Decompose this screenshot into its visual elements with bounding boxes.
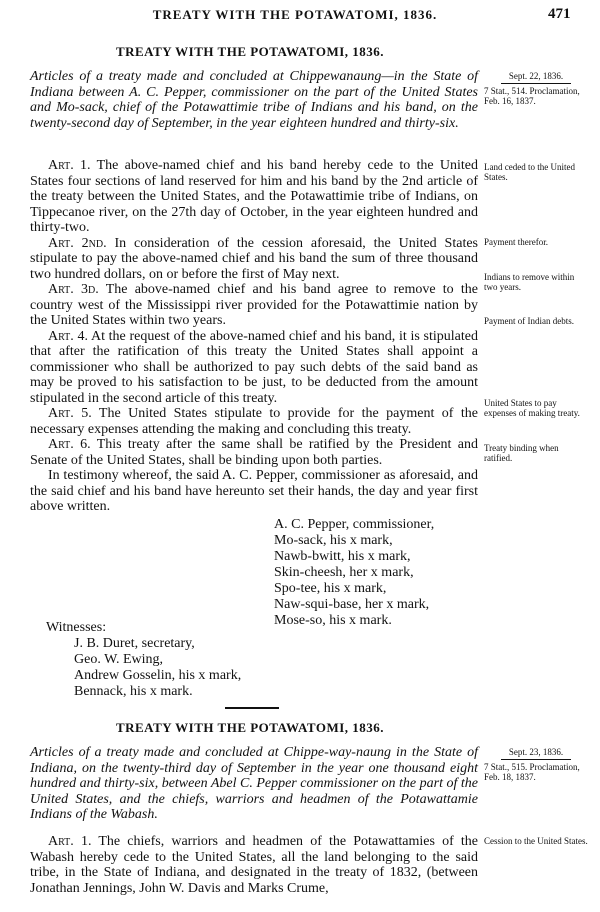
treaty2-margin-date: Sept. 23, 1836. <box>508 747 564 757</box>
signatory: Skin-cheesh, her x mark, <box>274 565 414 580</box>
article-paragraph <box>30 834 478 896</box>
article-paragraph <box>30 437 478 468</box>
article-paragraph <box>30 282 478 329</box>
article-text: In consideration of the cession aforesaid, the United States stipulate to pay the above-named chief and his band the sum of three thousand two hundred dollars, on or before the first of May next. <box>30 235 478 282</box>
article-label: Art. 2nd. <box>48 235 107 251</box>
page-number: 471 <box>548 6 571 22</box>
margin-note: Indians to remove within two years. <box>484 272 575 292</box>
article-text: The United States stipulate to provide for the payment of the necessary expenses attending the making and concluding this treaty. <box>30 406 478 437</box>
signatory: Nawb-bwitt, his x mark, <box>274 549 411 564</box>
treaty2-intro: Articles of a treaty made and concluded at Chippe-way-naung in the State of Indiana, on the twenty-third day of September in the year one thousand eight hundred and thirty-six, between Abel C. Pepper commissioner on the part of the United States, and the chiefs, warriors and headmen of the Potawattamie Indians of the Wabash. <box>30 745 478 822</box>
treaty1-heading: TREATY WITH THE POTAWATOMI, 1836. <box>115 44 385 59</box>
article-paragraph <box>30 158 478 236</box>
treaty1-margin-citation <box>484 71 588 106</box>
margin-divider <box>501 759 571 760</box>
witnesses-block <box>46 620 346 700</box>
treaty1-articles <box>30 158 478 515</box>
treaty1-margin-date: Sept. 22, 1836. <box>508 71 564 81</box>
signatory: Naw-squi-base, her x mark, <box>274 597 430 612</box>
signatory: Mo-sack, his x mark, <box>274 533 393 548</box>
article-text: The chiefs, warriors and headmen of the Potawattamies of the Wabash hereby cede to the United States, all the land belonging to the said tribe, in the State of Indiana, and designated in the treaty of 1832, (between Jonathan Jennings, John W. Davis and Marks Crume, <box>30 834 478 896</box>
witness: J. B. Duret, secretary, <box>74 636 195 651</box>
witness: Bennack, his x mark. <box>74 684 193 699</box>
treaty2-heading: TREATY WITH THE POTAWATOMI, 1836. <box>115 720 385 735</box>
witness: Geo. W. Ewing, <box>74 652 164 667</box>
treaty1-intro: Articles of a treaty made and concluded at Chippewanaung—in the State of Indiana between A. C. Pepper, commissioner on the part of the United States and Mo-sack, chief of the Potawattimie tribe of Indians and his band, on the twenty-second day of September, in the year eighteen hundred and thirty-six. <box>30 69 478 131</box>
margin-note: Treaty binding when ratified. <box>484 443 559 463</box>
article-label: Art. 6. <box>48 437 91 452</box>
signatory: Spo-tee, his x mark, <box>274 581 387 596</box>
article-label: Art. 1. <box>48 834 92 849</box>
section-divider <box>225 707 279 709</box>
margin-note: United States to pay expenses of making treaty. <box>484 398 580 418</box>
treaty2-margin-citation <box>484 747 588 782</box>
margin-divider <box>501 83 571 84</box>
article-label: Art. 5. <box>48 406 92 421</box>
article-text: The above-named chief and his band agree to remove to the country west of the Mississippi river provided for the Potawattimie nation by the United States within two years. <box>30 282 478 328</box>
witness: Andrew Gosselin, his x mark, <box>74 668 242 683</box>
margin-note: Payment therefor. <box>484 237 548 247</box>
margin-note: Land ceded to the United States. <box>484 162 575 182</box>
margin-note: Payment of Indian debts. <box>484 316 574 326</box>
article-paragraph <box>30 329 478 407</box>
treaty2-margin-ref: 7 Stat., 515. Proclamation, Feb. 18, 1837. <box>484 762 580 782</box>
treaty1-margin-ref: 7 Stat., 514. Proclamation, Feb. 16, 1837. <box>484 86 580 106</box>
article-label: Art. 4. <box>48 328 88 344</box>
witness-names <box>46 636 346 700</box>
signatory: A. C. Pepper, commissioner, <box>274 517 435 532</box>
signatory: Mose-so, his x mark. <box>274 613 392 628</box>
article-text: The above-named chief and his band hereby cede to the United States four sections of land reserved for him and his band by the 2nd article of the treaty between the United States, and the Potawattimie tribe of Indians, on Tippecanoe river, on the 27th day of October, in the year eighteen hundred and thirty-two. <box>30 158 478 235</box>
article-paragraph <box>30 236 478 283</box>
testimony-paragraph: In testimony whereof, the said A. C. Pepper, commissioner as aforesaid, and the said chief and his band have hereunto set their hands, the day and year first above written. <box>30 468 478 514</box>
article-label: Art. 3d. <box>48 282 99 297</box>
running-head-title: TREATY WITH THE POTAWATOMI, 1836. <box>152 7 438 22</box>
witnesses-label: Witnesses: <box>46 620 107 635</box>
article-text: This treaty after the same shall be ratified by the President and Senate of the United States, shall be binding upon both parties. <box>30 437 478 468</box>
article-paragraph <box>30 406 478 437</box>
signatories-list <box>274 517 494 629</box>
running-head <box>0 7 600 29</box>
article-label: Art. 1. <box>48 158 91 173</box>
treaty2-articles <box>30 834 478 896</box>
article-text: At the request of the above-named chief and his band, it is stipulated that after the ratification of this treaty the United States shall appoint a commissioner who shall be authorized to pay such debts of the said band as may be proved to his satisfaction to be just, to be deducted from the amount stipulated in the second article of this treaty. <box>30 328 478 406</box>
margin-note: Cession to the United States. <box>484 836 588 846</box>
